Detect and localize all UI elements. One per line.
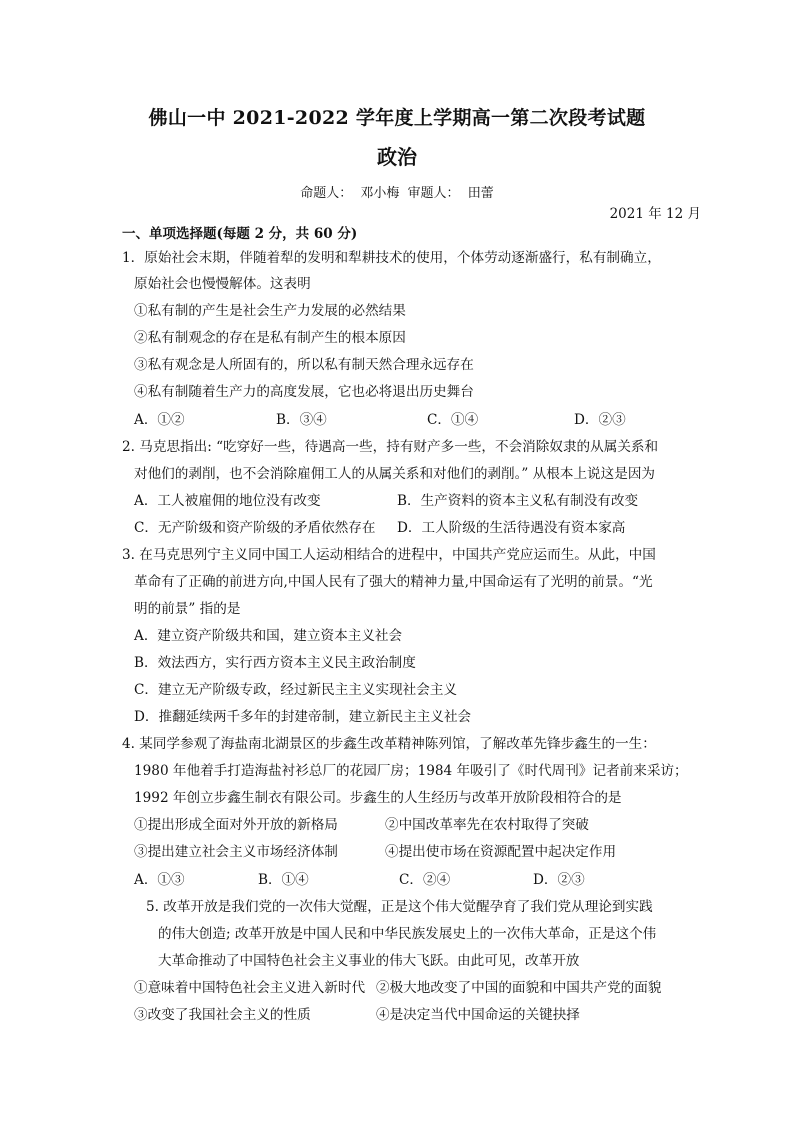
q4-option-a: A．①③ <box>134 872 185 888</box>
q3-stem-line3: 明的前景” 指的是 <box>134 601 241 617</box>
q2-stem-line1: 2. 马克思指出: “吃穿好一些，待遇高一些，持有财产多一些，不会消除奴隶的从属关系和 <box>122 439 659 455</box>
q3-option-c: C．建立无产阶级专政，经过新民主主义实现社会主义 <box>134 682 458 698</box>
exam-date: 2021 年 12 月 <box>609 206 701 222</box>
q3-stem-line1: 3. 在马克思列宁主义同中国工人运动相结合的进程中，中国共产党应运而生。从此，中国 <box>122 547 656 563</box>
q1-option-c: C．①④ <box>427 412 479 428</box>
q5-stem-line1: 5. 改革开放是我们党的一次伟大觉醒，正是这个伟大觉醒孕育了我们党从理论到实践 <box>146 899 653 915</box>
q4-statement-2: ②中国改革率先在农村取得了突破 <box>385 817 589 833</box>
q2-stem-line2: 对他们的剥削，也不会消除雇佣工人的从属关系和对他们的剥削。” 从根本上说这是因为 <box>134 466 656 482</box>
q4-stem-line3: 1992 年创立步鑫生制衣有限公司。步鑫生的人生经历与改革开放阶段相符合的是 <box>134 790 622 806</box>
q3-option-b: B．效法西方，实行西方资本主义民主政治制度 <box>134 655 416 671</box>
q1-statement-3: ③私有观念是人所固有的，所以私有制天然合理永远存在 <box>134 357 474 373</box>
q2-option-b: B．生产资料的资本主义私有制没有改变 <box>397 493 639 509</box>
q4-statement-1: ①提出形成全面对外开放的新格局 <box>134 817 338 833</box>
q4-option-b: B．①④ <box>258 872 309 888</box>
q1-option-a: A．①② <box>134 412 185 428</box>
q1-stem-line1: 1．原始社会末期，伴随着犁的发明和犁耕技术的使用，个体劳动逐渐盛行，私有制确立， <box>122 250 661 266</box>
q1-statement-2: ②私有制观念的存在是私有制产生的根本原因 <box>134 330 406 346</box>
q5-stem-line2: 的伟大创造; 改革开放是中国人民和中华民族发展史上的一次伟大革命，正是这个伟 <box>158 926 657 942</box>
q4-option-c: C．②④ <box>399 872 451 888</box>
q2-option-d: D．工人阶级的生活待遇没有资本家高 <box>397 520 626 536</box>
q4-statement-4: ④提出使市场在资源配置中起决定作用 <box>385 844 617 860</box>
q1-option-d: D．②③ <box>574 412 626 428</box>
exam-title: 佛山一中 2021-2022 学年度上学期高一第二次段考试题 <box>148 107 646 129</box>
q1-option-b: B．③④ <box>276 412 327 428</box>
section-heading: 一、单项选择题(每题 2 分，共 60 分) <box>122 226 358 242</box>
q1-statement-4: ④私有制随着生产力的高度发展，它也必将退出历史舞台 <box>134 384 474 400</box>
q5-statement-3: ③改变了我国社会主义的性质 <box>134 1007 311 1023</box>
q3-stem-line2: 革命有了正确的前进方向,中国人民有了强大的精神力量,中国命运有了光明的前景。“光 <box>134 574 653 590</box>
exam-authors: 命题人： 邓小梅 审题人： 田蕾 <box>300 186 494 201</box>
q4-stem-line2: 1980 年他着手打造海盐衬衫总厂的花园厂房；1984 年吸引了《时代周刊》记者前来采访； <box>134 763 688 779</box>
q5-statement-2: ②极大地改变了中国的面貌和中国共产党的面貌 <box>376 980 662 996</box>
q1-stem-line2: 原始社会也慢慢解体。这表明 <box>134 276 311 292</box>
q3-option-a: A．建立资产阶级共和国，建立资本主义社会 <box>134 628 403 644</box>
q5-statement-1: ①意味着中国特色社会主义进入新时代 <box>134 980 366 996</box>
q5-stem-line3: 大革命推动了中国特色社会主义事业的伟大飞跃。由此可见，改革开放 <box>158 953 580 969</box>
q4-stem-line1: 4. 某同学参观了海盐南北湖景区的步鑫生改革精神陈列馆，了解改革先锋步鑫生的一生： <box>122 736 656 752</box>
q2-option-a: A．工人被雇佣的地位没有改变 <box>134 493 321 509</box>
q4-statement-3: ③提出建立社会主义市场经济体制 <box>134 844 338 860</box>
q4-option-d: D．②③ <box>533 872 585 888</box>
q1-statement-1: ①私有制的产生是社会生产力发展的必然结果 <box>134 303 406 319</box>
exam-subject: 政治 <box>377 145 417 169</box>
q2-option-c: C．无产阶级和资产阶级的矛盾依然存在 <box>134 520 376 536</box>
q3-option-d: D．推翻延续两千多年的封建帝制，建立新民主主义社会 <box>134 709 472 725</box>
q5-statement-4: ④是决定当代中国命运的关键抉择 <box>376 1007 580 1023</box>
